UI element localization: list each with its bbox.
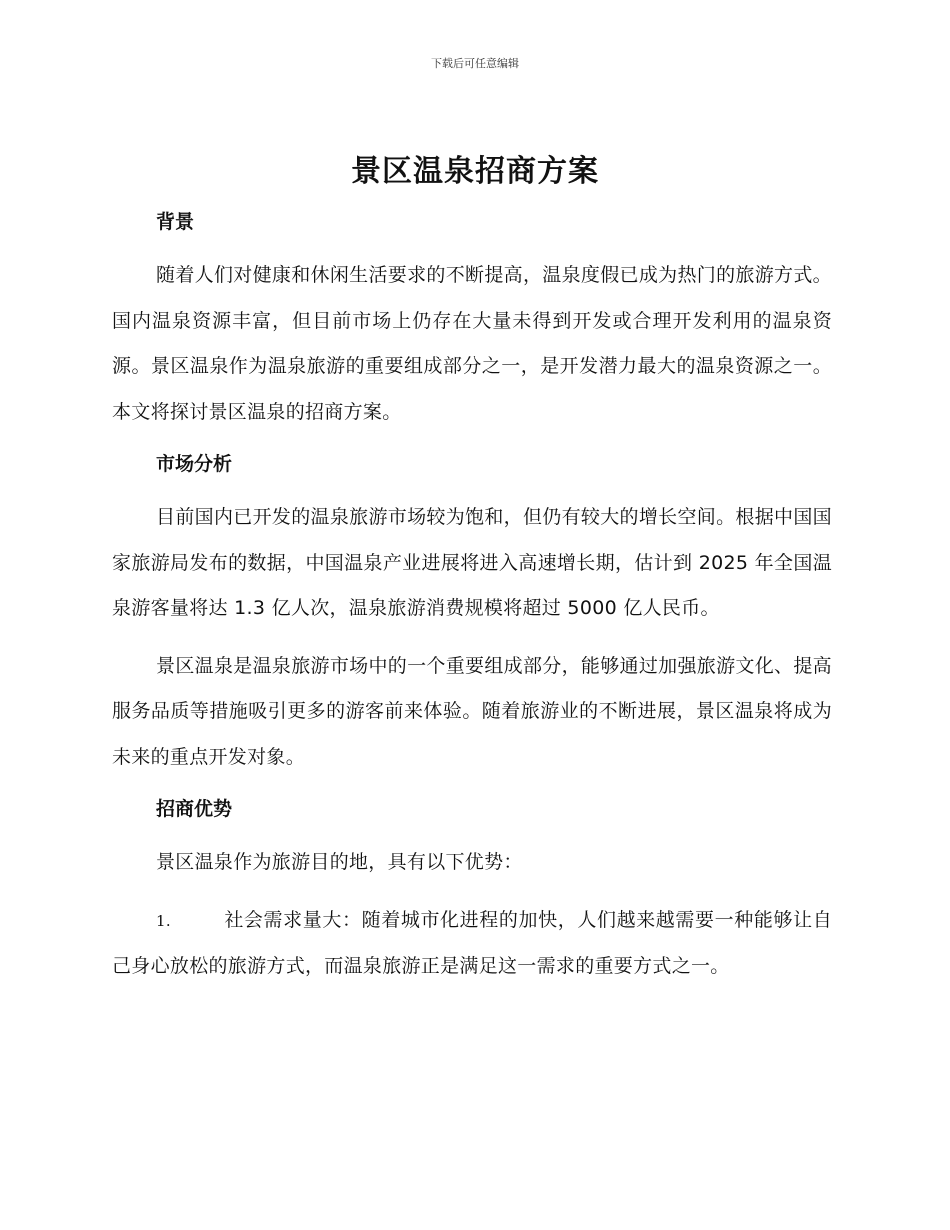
section-background <box>112 205 832 435</box>
paragraph: 随着人们对健康和休闲生活要求的不断提高，温泉度假已成为热门的旅游方式。国内温泉资源丰富，但目前市场上仍存在大量未得到开发或合理开发利用的温泉资源。景区温泉作为温泉旅游的重要组成部分之一，是开发潜力最大的温泉资源之一。本文将探讨景区温泉的招商方案。 <box>112 264 832 423</box>
header-note: 下载后可任意编辑 <box>431 57 519 70</box>
section-heading: 市场分析 <box>156 453 233 475</box>
list-item-number: 1. <box>156 911 171 930</box>
paragraph: 景区温泉作为旅游目的地，具有以下优势： <box>156 851 523 873</box>
paragraph: 目前国内已开发的温泉旅游市场较为饱和，但仍有较大的增长空间。根据中国国家旅游局发布的数据，中国温泉产业进展将进入高速增长期，估计到 2025 年全国温泉游客量将达 1.3 亿人次，温泉旅游消费规模将超过 5000 亿人民币。 <box>112 506 832 619</box>
paragraph: 景区温泉是温泉旅游市场中的一个重要组成部分，能够通过加强旅游文化、提高服务品质等措施吸引更多的游客前来体验。随着旅游业的不断进展，景区温泉将成为未来的重点开发对象。 <box>112 654 832 768</box>
document-body <box>112 205 832 990</box>
section-heading: 招商优势 <box>156 798 233 820</box>
section-market-analysis <box>112 447 832 780</box>
section-heading: 背景 <box>156 211 195 233</box>
document-title: 景区温泉招商方案 <box>351 154 599 189</box>
list-item-text: 社会需求量大：随着城市化进程的加快，人们越来越需要一种能够让自己身心放松的旅游方式，而温泉旅游正是满足这一需求的重要方式之一。 <box>112 908 832 977</box>
section-investment-advantages <box>112 792 832 990</box>
list-item <box>112 898 832 990</box>
